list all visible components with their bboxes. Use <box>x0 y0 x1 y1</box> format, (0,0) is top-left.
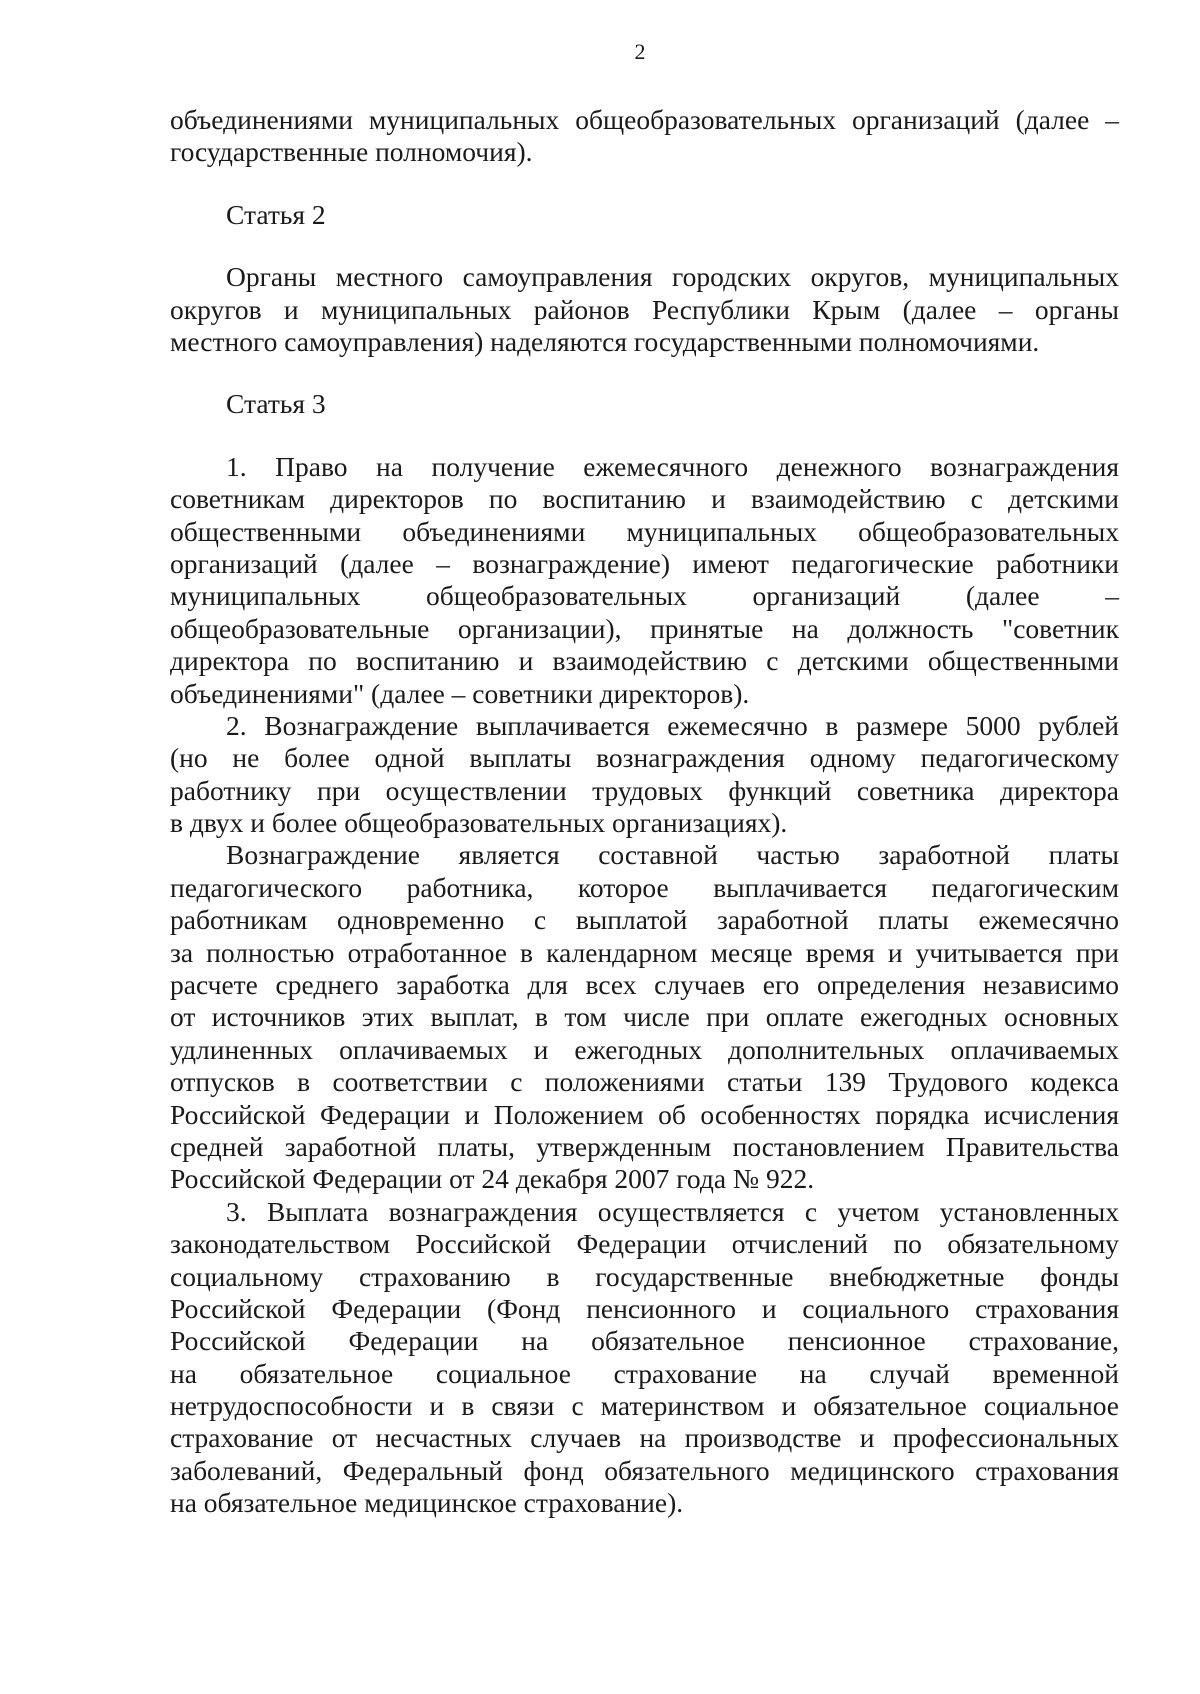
text-line: Российской Федерации на обязательное пенсионное страхование, <box>170 1325 1119 1357</box>
text-line: 2. Вознаграждение выплачивается ежемесячно в размере 5000 рублей <box>226 709 1119 741</box>
text-line: (но не более одной выплаты вознаграждения одному педагогическому <box>170 742 1119 774</box>
text-line: Органы местного самоуправления городских округов, муниципальных <box>226 261 1119 293</box>
document-body <box>170 104 1119 1520</box>
text-line: нетрудоспособности и в связи с материнством и обязательное социальное <box>170 1390 1119 1422</box>
text-line: в двух и более общеобразовательных организациях). <box>170 807 788 839</box>
text-line: директора по воспитанию и взаимодействию с детскими общественными <box>170 645 1119 677</box>
article-3-clause-2-continued <box>170 839 1119 1195</box>
article-3-clause-3 <box>170 1196 1119 1520</box>
text-line: отпусков в соответствии с положениями статьи 139 Трудового кодекса <box>170 1066 1119 1098</box>
text-line: на обязательное социальное страхование на случай временной <box>170 1357 1119 1389</box>
text-line: от источников этих выплат, в том числе при оплате ежегодных основных <box>170 1001 1119 1033</box>
text-line: 1. Право на получение ежемесячного денежного вознаграждения <box>226 450 1119 482</box>
article-2-paragraph <box>170 261 1119 358</box>
text-line: за полностью отработанное в календарном месяце время и учитывается при <box>170 936 1119 968</box>
text-line: страхование от несчастных случаев на производстве и профессиональных <box>170 1422 1119 1454</box>
text-line: работнику при осуществлении трудовых функций советника директора <box>170 774 1119 806</box>
text-line: законодательством Российской Федерации отчислений по обязательному <box>170 1228 1119 1260</box>
text-line: заболеваний, Федеральный фонд обязательного медицинского страхования <box>170 1454 1119 1486</box>
text-line: общеобразовательные организации), принятые на должность "советник <box>170 612 1119 644</box>
text-line: объединениями муниципальных общеобразовательных организаций (далее – <box>170 104 1119 135</box>
article-3-clause-1 <box>170 451 1119 710</box>
text-line: Вознаграждение является составной частью заработной платы <box>226 839 1119 871</box>
article-3-clause-2 <box>170 710 1119 840</box>
text-line: общественными объединениями муниципальных общеобразовательных <box>170 515 1119 547</box>
text-line: социальному страхованию в государственные внебюджетные фонды <box>170 1260 1119 1292</box>
article-3-heading: Статья 3 <box>226 388 326 420</box>
text-line: Российской Федерации и Положением об особенностях порядка исчисления <box>170 1098 1119 1130</box>
text-line: округов и муниципальных районов Республики Крым (далее – органы <box>170 293 1119 325</box>
text-line: удлиненных оплачиваемых и ежегодных дополнительных оплачиваемых <box>170 1033 1119 1065</box>
text-line: расчете среднего заработка для всех случаев его определения независимо <box>170 969 1119 1001</box>
article-2-heading: Статья 2 <box>226 198 326 230</box>
text-line: советникам директоров по воспитанию и взаимодействию с детскими <box>170 483 1119 515</box>
text-line: на обязательное медицинское страхование). <box>170 1487 684 1519</box>
text-line: местного самоуправления) наделяются государственными полномочиями. <box>170 325 1040 357</box>
text-line: 3. Выплата вознаграждения осуществляется с учетом установленных <box>226 1195 1119 1227</box>
text-line: средней заработной платы, утвержденным постановлением Правительства <box>170 1130 1119 1162</box>
page-number: 2 <box>634 39 646 64</box>
text-line: муниципальных общеобразовательных организаций (далее – <box>170 580 1119 612</box>
intro-paragraph <box>170 104 1119 169</box>
text-line: Российской Федерации (Фонд пенсионного и социального страхования <box>170 1292 1119 1324</box>
text-line: работникам одновременно с выплатой заработной платы ежемесячно <box>170 904 1119 936</box>
text-line: государственные полномочия). <box>170 136 533 168</box>
text-line: педагогического работника, которое выплачивается педагогическим <box>170 871 1119 903</box>
text-line: объединениями" (далее – советники директоров). <box>170 677 750 709</box>
text-line: Российской Федерации от 24 декабря 2007 года № 922. <box>170 1163 815 1195</box>
text-line: организаций (далее – вознаграждение) имеют педагогические работники <box>170 547 1119 579</box>
